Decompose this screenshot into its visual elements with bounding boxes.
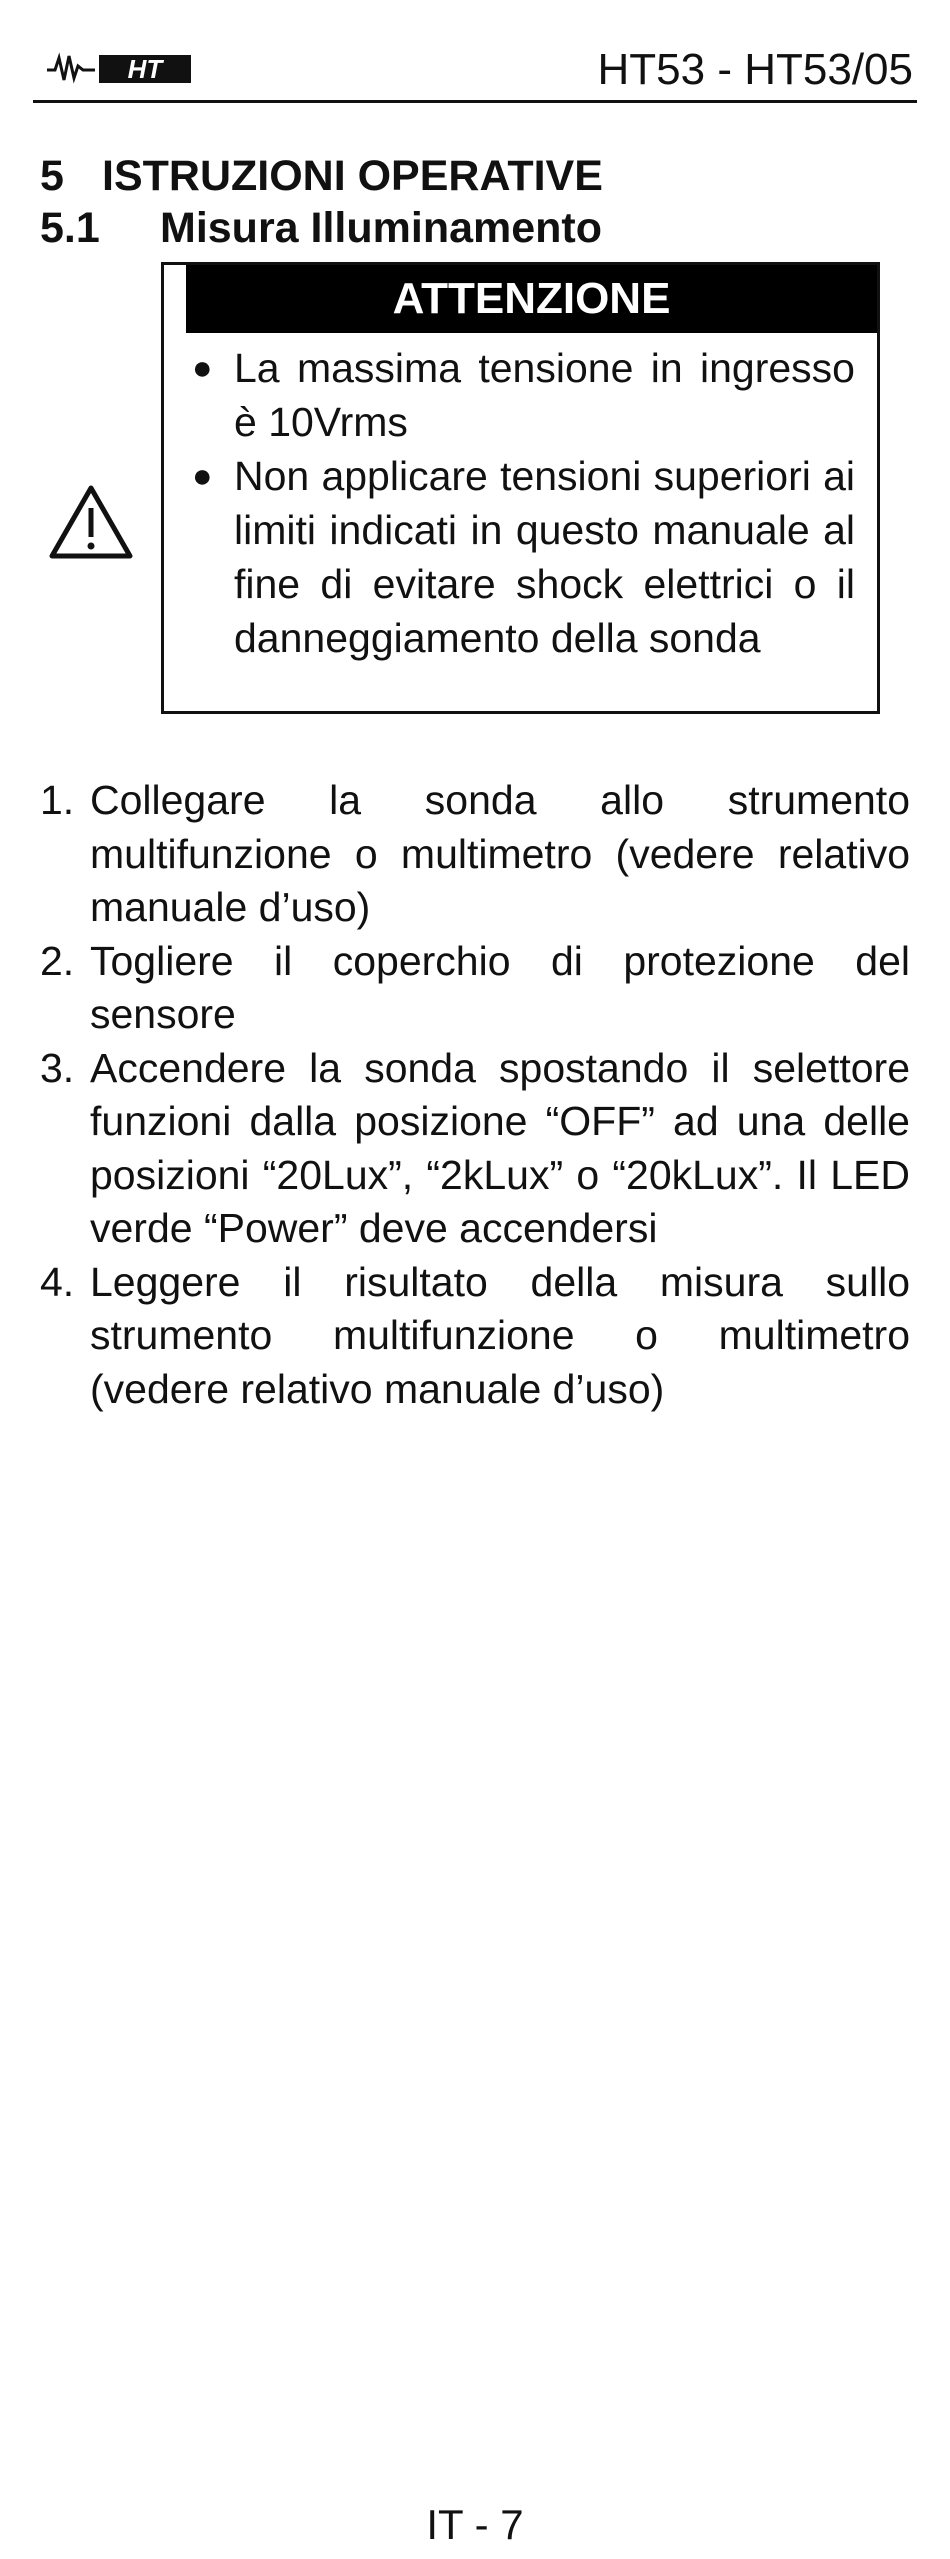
warning-item bbox=[186, 341, 855, 449]
warning-item bbox=[186, 449, 855, 665]
step-text: Togliere il coperchio di protezione del sensore bbox=[90, 937, 910, 1037]
bullet-icon: ● bbox=[192, 457, 213, 495]
instruction-step bbox=[40, 935, 910, 1042]
subsection-title: Misura Illuminamento bbox=[160, 204, 603, 252]
subsection-heading bbox=[40, 202, 602, 254]
page-header bbox=[33, 40, 917, 103]
warning-box bbox=[161, 262, 880, 714]
logo-text: HT bbox=[127, 54, 163, 84]
section-heading bbox=[40, 150, 603, 202]
ht-logo-icon bbox=[45, 48, 195, 88]
step-text: Leggere il risultato della misura sullo strumento multifunzione o multimetro (vedere relativo manuale d’uso) bbox=[90, 1258, 910, 1412]
instruction-steps bbox=[40, 774, 910, 1416]
section-title: ISTRUZIONI OPERATIVE bbox=[102, 152, 603, 200]
subsection-number: 5.1 bbox=[40, 204, 100, 252]
warning-triangle-icon bbox=[48, 484, 134, 560]
warning-item-text: Non applicare tensioni superiori ai limiti indicati in questo manuale al fine di evitare shock elettrici o il danneggiamento della sonda bbox=[234, 453, 855, 661]
step-text: Accendere la sonda spostando il selettore funzioni dalla posizione “OFF” ad una delle posizioni “20Lux”, “2kLux” o “20kLux”. Il LED verde “Power” deve accendersi bbox=[90, 1044, 910, 1251]
warning-heading: ATTENZIONE bbox=[186, 265, 877, 333]
instruction-step bbox=[40, 1256, 910, 1417]
warning-item-text: La massima tensione in ingresso è 10Vrms bbox=[234, 345, 855, 445]
step-number: 2. bbox=[40, 937, 75, 984]
document-id: HT53 - HT53/05 bbox=[597, 45, 913, 94]
section-number: 5 bbox=[40, 152, 64, 200]
warning-list bbox=[186, 341, 855, 665]
step-number: 1. bbox=[40, 777, 75, 823]
step-number: 4. bbox=[40, 1258, 75, 1305]
page-number: IT - 7 bbox=[426, 2501, 524, 2548]
instruction-step bbox=[40, 774, 910, 935]
step-text: Collegare la sonda allo strumento multifunzione o multimetro (vedere relativo manuale d’uso) bbox=[90, 777, 910, 930]
instruction-step bbox=[40, 1042, 910, 1256]
bullet-icon: ● bbox=[192, 349, 213, 387]
step-number: 3. bbox=[40, 1044, 75, 1091]
